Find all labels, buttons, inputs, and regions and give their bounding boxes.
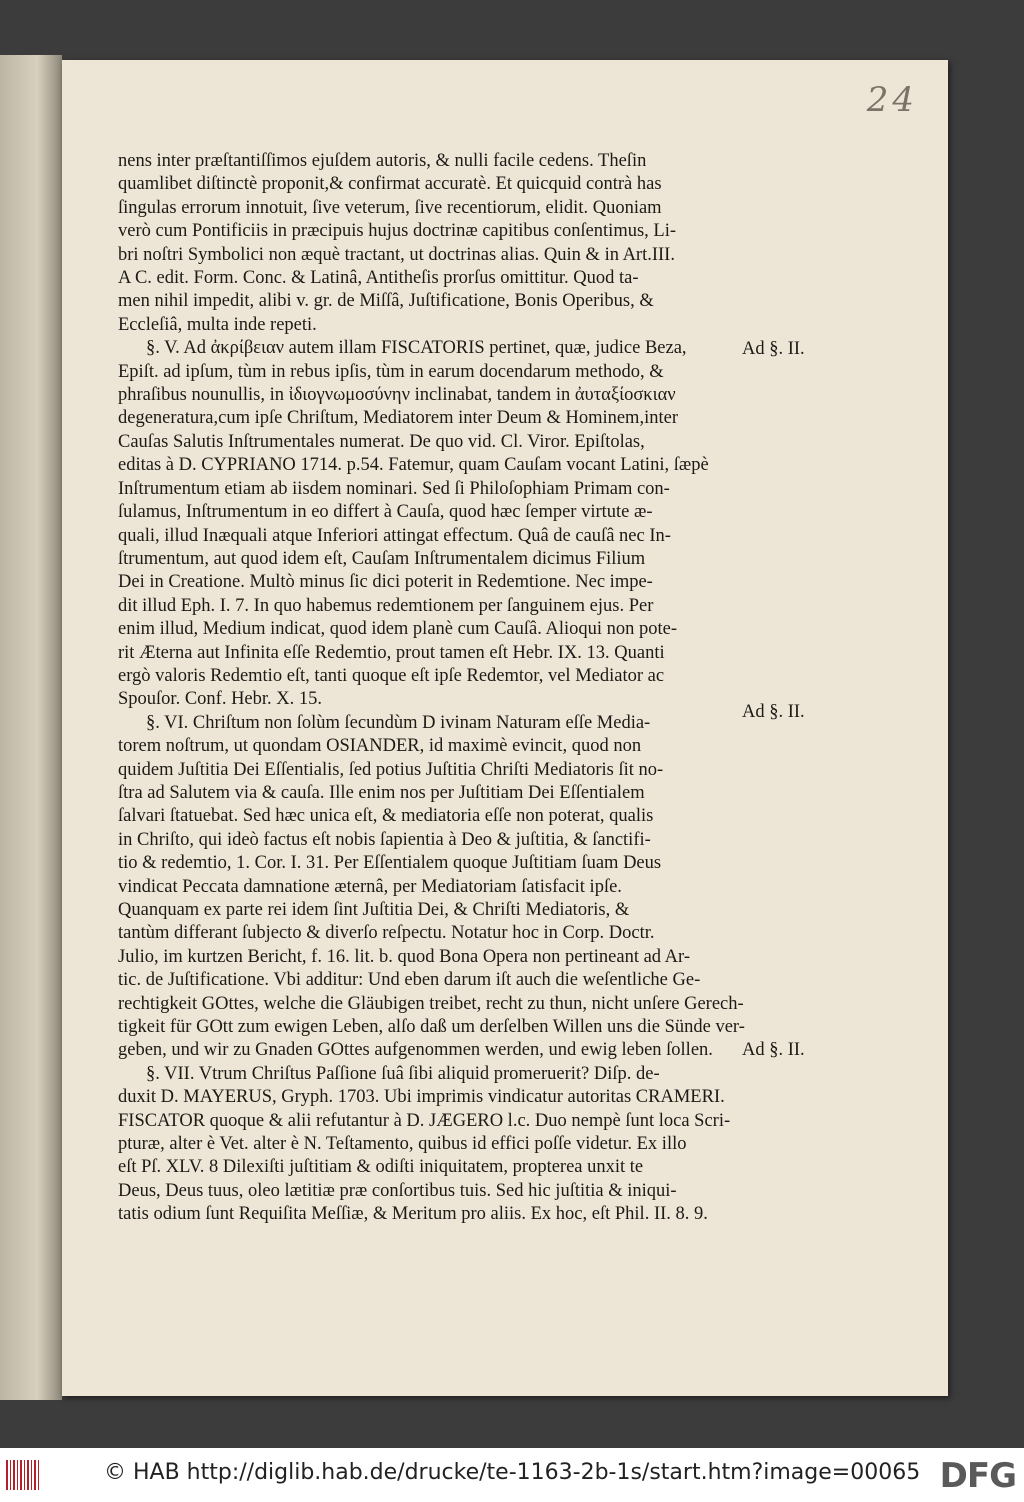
text-line: Quanquam ex parte rei idem ſint Juſtitia Dei, & Chriſti Mediatoris, &: [118, 900, 630, 920]
text-line: ſingulas errorum innotuit, ſive veterum, ſive recentiorum, elidit. Quoniam: [118, 197, 662, 218]
text-line: Dei in Creatione. Multò minus ſic dici poterit in Redemtione. Nec impe-: [118, 572, 653, 593]
text-line: phraſibus nounullis, in ἰδιογνωμοσύνην inclinabat, tandem in ἀυταξίοσκιαν: [118, 385, 676, 406]
book-page: [62, 60, 948, 1396]
text-line: bri noſtri Symbolici non æquè tractant, ut doctrinas alias. Quin & in Art.III.: [118, 244, 675, 265]
text-line: ſulamus, Inſtrumentum in eo differt à Cauſa, quod hæc ſemper virtute æ-: [118, 502, 653, 523]
text-line: quidem Juſtitia Dei Eſſentialis, ſed potius Juſtitia Chriſti Mediatoris ſit no-: [118, 759, 664, 780]
text-line: rit Æterna aut Infinita eſſe Redemtio, prout tamen eſt Hebr. IX. 13. Quanti: [118, 642, 665, 663]
text-line: Julio, im kurtzen Bericht, f. 16. lit. b. quod Bona Opera non pertineant ad Ar-: [118, 946, 690, 967]
margin-note-2: Ad §. II.: [742, 702, 805, 722]
text-line: ergò valoris Redemtio eſt, tanti quoque eſt ipſe Redemtor, vel Mediator ac: [118, 665, 665, 686]
text-line: tantùm differant ſubjecto & diverſo reſpectu. Notatur hoc in Corp. Doctr.: [118, 923, 655, 944]
text-line: ſtrumentum, aut quod idem eſt, Cauſam Inſtrumentalem dicimus Filium: [118, 548, 646, 569]
paragraph-p-intro: [118, 150, 798, 337]
text-line: tatis odium ſunt Requiſita Meſſiæ, & Meritum pro aliis. Ex hoc, eſt Phil. II. 8. 9.: [118, 1204, 708, 1225]
text-line: pturæ, alter è Vet. alter è N. Teſtamento, quibus id effici poſſe videtur. Ex illo: [118, 1134, 687, 1155]
text-line: Spouſor. Conf. Hebr. X. 15.: [118, 689, 323, 710]
folio-number: 24: [866, 80, 918, 120]
text-line: in Chriſto, qui ideò factus eſt nobis ſapientia à Deo & juſtitia, & ſanctifi-: [118, 829, 651, 850]
previous-page-edge: [0, 55, 62, 1400]
text-line: Inſtrumentum etiam ab iisdem nominari. Sed ſi Philoſophiam Primam con-: [118, 478, 670, 499]
text-line: geben, und wir zu Gnaden GOttes aufgenommen werden, und ewig leben ſollen.: [118, 1040, 713, 1061]
text-line: tigkeit für GOtt zum ewigen Leben, alſo daß um derſelben Willen uns die Sünde ver-: [118, 1017, 745, 1038]
paragraph-p-7: [118, 1063, 798, 1227]
text-line: ſalvari ſtatuebat. Sed hæc unica eſt, & mediatoria eſſe non poterat, qualis: [118, 806, 654, 827]
text-line: nens inter præſtantiſſimos ejuſdem autoris, & nulli facile cedens. Theſin: [118, 151, 647, 171]
paragraph-p-5: [118, 337, 798, 712]
text-line: rechtigkeit GOttes, welche die Gläubigen treibet, recht zu thun, nicht unſere Gerech-: [118, 993, 744, 1014]
dfg-logo: DFG: [939, 1456, 1016, 1496]
text-line: duxit D. MAYERUS, Gryph. 1703. Ubi imprimis vindicatur autoritas CRAMERI.: [118, 1087, 725, 1108]
footer-copyright-link[interactable]: © HAB http://diglib.hab.de/drucke/te-1163-2b-1s/start.htm?image=00065: [104, 1460, 921, 1485]
text-line: torem noſtrum, ut quondam OSIANDER, id maximè evincit, quod non: [118, 736, 642, 757]
text-line: FISCATOR quoque & alii refutantur à D. JÆGERO l.c. Duo nempè ſunt loca Scri-: [118, 1110, 731, 1131]
footer-bar: [0, 1448, 1024, 1502]
text-line: A C. edit. Form. Conc. & Latinâ, Antitheſis prorſus omittitur. Quod ta-: [118, 268, 639, 289]
text-line: eſt Pſ. XLV. 8 Dilexiſti juſtitiam & odiſti iniquitatem, propterea unxit te: [118, 1157, 644, 1178]
text-line: enim illud, Medium indicat, quod idem planè cum Cauſâ. Alioqui non pote-: [118, 619, 678, 640]
text-line: Cauſas Salutis Inſtrumentales numerat. De quo vid. Cl. Viror. Epiſtolas,: [118, 431, 645, 452]
text-line: editas à D. CYPRIANO 1714. p.54. Fatemur, quam Cauſam vocant Latini, ſæpè: [118, 455, 709, 476]
text-line: §. V. Ad ἀκρίβειαν autem illam FISCATORIS pertinet, quæ, judice Beza,: [146, 338, 687, 359]
text-line: tic. de Juſtificatione. Vbi additur: Und eben darum iſt auch die weſentliche Ge-: [118, 970, 701, 991]
text-line: dit illud Eph. I. 7. In quo habemus redemtionem per ſanguinem ejus. Per: [118, 595, 654, 616]
text-line: Epiſt. ad ipſum, tùm in rebus ipſis, tùm in earum docendarum methodo, &: [118, 361, 664, 382]
paragraph-p-6: [118, 712, 798, 1063]
text-line: degeneratura,cum ipſe Chriſtum, Mediatorem inter Deum & Hominem,inter: [118, 408, 678, 429]
text-line: Eccleſiâ, multa inde repeti.: [118, 314, 317, 335]
text-line: quamlibet diſtinctè proponit,& confirmat accuratè. Et quicquid contrà has: [118, 174, 662, 195]
text-line: §. VI. Chriſtum non ſolùm ſecundùm D ivinam Naturam eſſe Media-: [146, 712, 651, 733]
text-line: men nihil impedit, alibi v. gr. de Miſſâ, Juſtificatione, Bonis Operibus, &: [118, 291, 654, 312]
barcode-icon: [6, 1460, 40, 1490]
text-line: ſtra ad Salutem via & cauſa. Ille enim nos per Juſtitiam Dei Eſſentialem: [118, 782, 645, 803]
text-line: Deus, Deus tuus, oleo lætitiæ præ conſortibus tuis. Sed hic juſtitia & iniqui-: [118, 1180, 677, 1201]
margin-note-1: Ad §. II.: [742, 339, 805, 359]
text-line: §. VII. Vtrum Chriſtus Paſſione ſuâ ſibi aliquid promeruerit? Diſp. de-: [146, 1063, 660, 1084]
page-text: [118, 150, 798, 1227]
text-line: quali, illud Inæquali atque Inferiori attingat effectum. Quâ de cauſâ nec In-: [118, 525, 671, 546]
text-line: tio & redemtio, 1. Cor. I. 31. Per Eſſentialem quoque Juſtitiam ſuam Deus: [118, 853, 662, 874]
text-line: verò cum Pontificiis in præcipuis hujus doctrinæ capitibus conſentimus, Li-: [118, 221, 677, 242]
text-line: vindicat Peccata damnatione æternâ, per Mediatoriam ſatisfacit ipſe.: [118, 876, 622, 897]
margin-note-3: Ad §. II.: [742, 1040, 805, 1060]
